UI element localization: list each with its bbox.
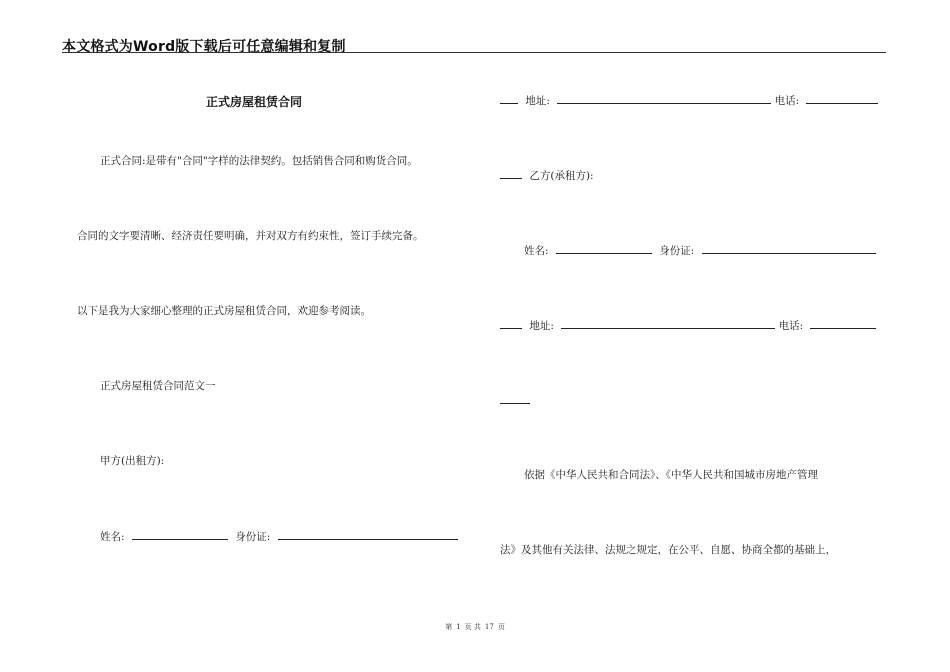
party-b-name-row — [524, 243, 876, 258]
total-pages: 17 — [484, 623, 494, 631]
banner-divider — [62, 52, 886, 53]
lead-blank[interactable] — [500, 93, 518, 104]
party-a-label: 甲方(出租方): — [100, 455, 165, 467]
party-b-address-row — [500, 318, 876, 333]
name-blank[interactable] — [556, 243, 652, 254]
party-a-name-row — [100, 529, 458, 544]
phone-blank[interactable] — [810, 318, 876, 329]
paragraph-requirements: 合同的文字要清晰、经济责任要明确，并对双方有约束性，签订手续完备。 — [77, 230, 424, 242]
id-label: 身份证: — [235, 531, 271, 543]
footer-mid: 页 共 — [464, 623, 481, 631]
id-blank[interactable] — [702, 243, 876, 254]
address-blank[interactable] — [557, 93, 771, 104]
paragraph-intro: 以下是我为大家细心整理的正式房屋租赁合同，欢迎参考阅读。 — [77, 305, 371, 317]
address-label: 地址: — [529, 320, 554, 332]
address-blank[interactable] — [561, 318, 775, 329]
name-label: 姓名: — [100, 531, 125, 543]
page-footer — [0, 622, 950, 632]
party-a-address-row — [500, 93, 878, 108]
sample-heading: 正式房屋租赁合同范文一 — [100, 380, 216, 392]
party-b-row — [500, 168, 594, 183]
party-b-label: 乙方(承租方): — [529, 170, 594, 182]
phone-label: 电话: — [778, 320, 804, 332]
id-label: 身份证: — [659, 245, 695, 257]
footer-suffix: 页 — [497, 623, 505, 631]
contract-title: 正式房屋租赁合同 — [206, 95, 303, 109]
lead-blank[interactable] — [500, 318, 522, 329]
name-blank[interactable] — [132, 529, 228, 540]
phone-blank[interactable] — [806, 93, 878, 104]
footer-prefix: 第 — [445, 623, 453, 631]
name-label: 姓名: — [524, 245, 549, 257]
id-blank[interactable] — [278, 529, 458, 540]
paragraph-definition: 正式合同:是带有"合同"字样的法律契约。包括销售合同和购货合同。 — [100, 155, 418, 167]
continuation-blank-row — [500, 393, 530, 408]
current-page: 1 — [456, 623, 461, 631]
document-banner: 本文格式为Word版下载后可任意编辑和复制 — [62, 39, 346, 55]
continuation-blank[interactable] — [500, 393, 530, 404]
lead-blank[interactable] — [500, 168, 522, 179]
phone-label: 电话: — [774, 95, 800, 107]
paragraph-basis-1: 依据《中华人民共和合同法》、《中华人民共和国城市房地产管理 — [524, 469, 818, 481]
address-label: 地址: — [525, 95, 550, 107]
paragraph-basis-2: 法》及其他有关法律、法规之规定，在公平、自愿、协商全都的基础上， — [500, 544, 836, 556]
